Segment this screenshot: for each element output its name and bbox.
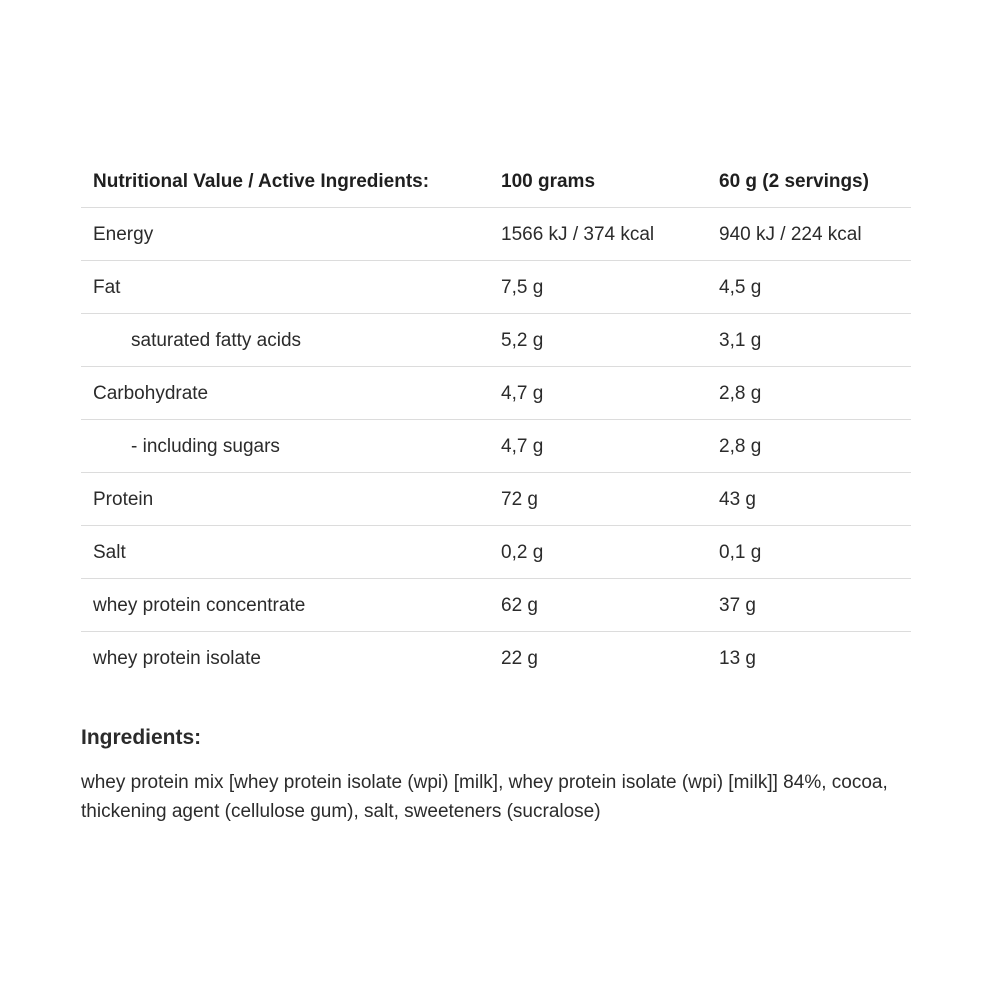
- row-value-serving: 43 g: [719, 488, 756, 510]
- table-row: [81, 208, 911, 261]
- table-row: [81, 473, 911, 526]
- row-label: Fat: [93, 276, 121, 298]
- table-row: [81, 314, 911, 367]
- row-value-100g: 22 g: [501, 647, 538, 669]
- row-value-100g: 4,7 g: [501, 382, 544, 404]
- table-row: [81, 420, 911, 473]
- ingredients-text: whey protein mix [whey protein isolate (wpi) [milk], whey protein isolate (wpi) [milk]] 84%, cocoa, thickening agent (cellulose gum), salt, sweeteners (sucralose): [81, 772, 888, 822]
- row-value-100g: 62 g: [501, 594, 538, 616]
- header-nutritional-value: Nutritional Value / Active Ingredients:: [93, 170, 430, 192]
- row-value-serving: 940 kJ / 224 kcal: [719, 223, 862, 245]
- row-value-serving: 37 g: [719, 594, 756, 616]
- table-row: [81, 367, 911, 420]
- table-row: [81, 526, 911, 579]
- row-label: Carbohydrate: [93, 382, 209, 404]
- row-value-serving: 3,1 g: [719, 329, 762, 351]
- table-row: [81, 261, 911, 314]
- ingredients-title: Ingredients:: [81, 726, 202, 749]
- header-100-grams: 100 grams: [501, 170, 596, 192]
- nutrition-table: [81, 155, 911, 684]
- row-value-serving: 13 g: [719, 647, 756, 669]
- row-label: Salt: [93, 541, 126, 563]
- row-label: Energy: [93, 223, 154, 245]
- table-header-row: [81, 155, 911, 208]
- row-value-serving: 0,1 g: [719, 541, 762, 563]
- row-value-100g: 72 g: [501, 488, 538, 510]
- row-value-100g: 4,7 g: [501, 435, 544, 457]
- table-row: [81, 632, 911, 685]
- row-value-100g: 5,2 g: [501, 329, 544, 351]
- header-60-grams: 60 g (2 servings): [719, 170, 869, 192]
- row-label: - including sugars: [131, 435, 280, 457]
- row-value-serving: 2,8 g: [719, 435, 762, 457]
- row-label: Protein: [93, 488, 154, 510]
- row-label: whey protein concentrate: [93, 594, 306, 616]
- row-label: saturated fatty acids: [131, 329, 302, 351]
- row-value-100g: 0,2 g: [501, 541, 544, 563]
- table-row: [81, 579, 911, 632]
- row-value-100g: 7,5 g: [501, 276, 544, 298]
- row-value-serving: 2,8 g: [719, 382, 762, 404]
- ingredients-section: [81, 726, 921, 826]
- row-value-100g: 1566 kJ / 374 kcal: [501, 223, 655, 245]
- row-value-serving: 4,5 g: [719, 276, 762, 298]
- row-label: whey protein isolate: [93, 647, 261, 669]
